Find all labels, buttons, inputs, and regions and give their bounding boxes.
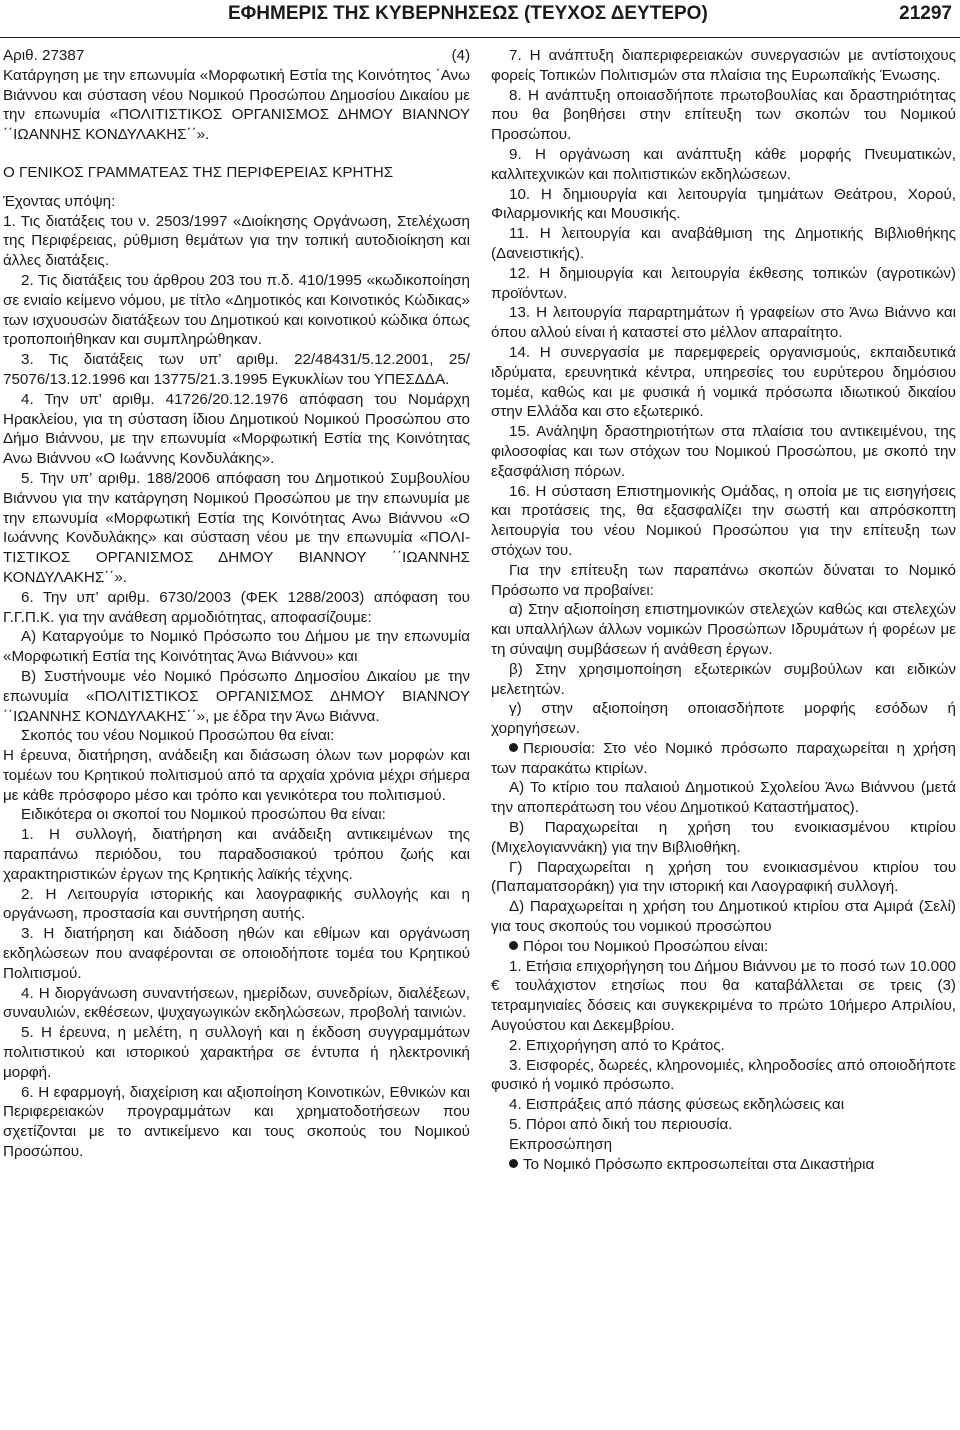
bullet-icon — [509, 743, 518, 752]
paragraph-text: Περιουσία: Στο νέο Νομικό πρόσωπο παραχωρείται η χρήση των παρακάτω κτιρίων. — [491, 739, 956, 777]
bulleted-paragraph — [491, 937, 956, 957]
decision-heading — [3, 46, 470, 66]
paragraph: 3. Εισφορές, δωρεές, κληρονομιές, κληροδοσίες από οποιοδήποτε φυσικό ή νομικό πρόσωπο. — [491, 1056, 956, 1094]
paragraph: 6. Την υπ’ αριθμ. 6730/2003 (ΦΕΚ 1288/2003) απόφαση του Γ.Γ.Π.Κ. για την ανάθεση αρμοδιότητας, αποφασίζουμε: — [3, 588, 470, 626]
paragraph: 14. Η συνεργασία με παρεμφερείς οργανισμούς, εκπαιδευτικά ιδρύματα, ερευνητικά κέντρα, υπηρεσίες του ευρύτερου δημόσιου τομέα, καθώς και με φυσικά ή νομικά πρόσωπα ιδιωτικού δικαίου στην Ελλάδα και στο εξωτερικό. — [491, 343, 956, 421]
page-header — [0, 0, 960, 36]
paragraph: Β) Συστήνουμε νέο Νομικό Πρόσωπο Δημοσίου Δικαίου με την επωνυμία «ΠΟΛΙΤΙΣΤΙΚΟΣ ΟΡΓΑΝΙΣΜΟΣ ΔΗΜΟΥ ΒΙΑΝΝΟΥ ΄΄ΙΩΑΝΝΗΣ ΚΟΝΔΥΛΑΚΗΣ΄΄», με έδρα την Άνω Βιάννα. — [3, 667, 470, 725]
bullet-icon — [509, 1159, 518, 1168]
paragraph: Για την επίτευξη των παραπάνω σκοπών δύναται το Νομικό Πρόσωπο να προβαίνει: — [491, 561, 956, 599]
paragraph: 15. Ανάληψη δραστηριοτήτων στα πλαίσια του αντικειμένου, της φιλοσοφίας και των στόχων του Νομικού Προσώπου, με σκοπό την εξασφάλιση πόρων. — [491, 423, 956, 480]
decision-title: Κατάργηση με την επωνυμία «Μορφωτική Εστία της Κοινότητος ΄Ανω Βιάννου και σύσταση νέου Νομικού Προσώπου Δημοσίου Δικαίου με την επωνυμία «ΠΟΛΙΤΙΣΤΙΚΟΣ ΟΡΓΑΝΙΣΜΟΣ ΔΗΜΟΥ ΒΙΑΝΝΟΥ ΄΄ΙΩΑΝΝΗΣ ΚΟΝΔΥΛΑΚΗΣ΄΄». — [3, 66, 470, 144]
paragraph: 4. Εισπράξεις από πάσης φύσεως εκδηλώσεις και — [509, 1096, 845, 1114]
paragraph: 5. Πόροι από δική του περιουσία. — [509, 1116, 733, 1134]
paragraph: 11. Η λειτουργία και αναβάθμιση της Δημοτικής Βιβλιοθήκης (Δανειστικής). — [491, 225, 956, 262]
paragraph: 6. Η εφαρμογή, διαχείριση και αξιοποίηση Κοινοτικών, Εθνικών και Περιφερειακών προγραμμάτων και χρηματοδοτήσεων που σχετίζονται με το αντικείμενο και τους σκοπούς του Νομικού Προσώπου. — [3, 1083, 470, 1161]
paragraph: 5. Την υπ’ αριθμ. 188/2006 απόφαση του Δημοτικού Συμβουλίου Βιάννου για την κατάργηση Νομικού Προσώπου με την επωνυμία με την επωνυμία «Μορφωτική Εστία της Κοινότητας Ανω Βιάννου «Ο Ιωάννης Κονδυλάκης» και σύσταση νέου με την επωνυμία «ΠΟΛΙΤΙΣΤΙΚΟΣ ΟΡΓΑΝΙΣΜΟΣ ΔΗΜΟΥ ΒΙΑΝΝΟΥ ΄΄ΙΩΑΝΝΗΣ ΚΟΝΔΥΛΑΚΗΣ΄΄». — [3, 469, 470, 586]
bullet-icon — [509, 941, 518, 950]
paragraph: Ειδικότερα οι σκοποί του Νομικού προσώπου θα είναι: — [21, 806, 386, 824]
paragraph-text: Το Νομικό Πρόσωπο εκπροσωπείται στα Δικαστήρια — [523, 1155, 875, 1173]
paragraph: 1. Τις διατάξεις του ν. 2503/1997 «Διοίκησης Οργάνωση, Στελέχωση της Περιφέρειας, ρύθμιση θεμάτων για την τοπική αυτοδιοίκηση και άλλες διατάξεις. — [3, 212, 470, 270]
decision-index: (4) — [451, 47, 470, 64]
paragraph-text: Πόροι του Νομικού Προσώπου είναι: — [523, 937, 769, 955]
paragraph: Γ) Παραχωρείται η χρήση του ενοικιασμένου κτιρίου του (Παπαματσοράκη) για την ιστορική και Λαογραφική συλλογή. — [491, 858, 956, 896]
considering-label: Έχοντας υπόψη: — [3, 192, 116, 210]
header-divider — [0, 37, 960, 38]
paragraph: 8. Η ανάπτυξη οποιασδήποτε πρωτοβουλίας και δραστηριότητας που θα βοηθήσει στην επίτευξη των σκοπών του Νομικού Προσώπου. — [491, 86, 956, 144]
paragraph: α) Στην αξιοποίηση επιστημονικών στελεχών καθώς και στελεχών και υπαλλήλων άλλων νομικών Προσώπων Ιδρυμάτων ή φορέων με τη σύναψη συμβάσεων ή ανάθεση έργων. — [491, 601, 956, 658]
paragraph: 16. Η σύσταση Επιστημονικής Ομάδας, η οποία με τις εισηγήσεις και προτάσεις της, θα εξασφαλίζει την σωστή και απρόσκοπτη λειτουργία του νέου Νομικού Προσώπου για την επίτευξη των στόχων του. — [491, 482, 956, 559]
paragraph: β) Στην χρησιμοποίηση εξωτερικών συμβούλων και ειδικών μελετητών. — [491, 660, 956, 698]
paragraph: 2. Η Λειτουργία ιστορικής και λαογραφικής συλλογής και η οργάνωση, προστασία και συντήρηση αυτής. — [3, 885, 470, 923]
paragraph: 12. Η δημιουργία και λειτουργία έκθεσης τοπικών (αγροτικών) προϊόντων. — [491, 264, 956, 302]
section-label: Εκπροσώπηση — [509, 1135, 613, 1153]
paragraph: 3. Η διατήρηση και διάδοση ηθών και εθίμων και οργάνωση εκδηλώσεων που αναφέρονται σε οποιοδήποτε τομέα του Κρητικού Πολιτισμού. — [3, 925, 470, 982]
paragraph: 7. Η ανάπτυξη διαπεριφερειακών συνεργασιών με αντίστοιχους φορείς Τοπικών Πολιτισμών στα πλαίσια της Ευρωπαϊκής Ένωσης. — [491, 47, 956, 84]
paragraph: Β) Παραχωρείται η χρήση του ενοικιασμένου κτιρίου (Μιχελογιαννάκη) για την Βιβλιοθήκη. — [491, 819, 956, 856]
paragraph: 3. Τις διατάξεις των υπ’ αριθμ. 22/48431/5.12.2001, 25/ 75076/13.12.1996 και 13775/21.3.1995 Εγκυκλίων του ΥΠΕΣΔΔΑ. — [3, 351, 470, 388]
paragraph: Α) Καταργούμε το Νομικό Πρόσωπο του Δήμου με την επωνυμία «Μορφωτική Εστία της Κοινότητας Άνω Βιάννου» και — [3, 628, 470, 666]
paragraph: 4. Την υπ’ αριθμ. 41726/20.12.1976 απόφαση του Νομάρχη Ηρακλείου, για τη σύσταση ίδιου Δημοτικού Νομικού Προσώπου στο Δήμο Βιάννου, με την επωνυμία «Μορφωτική Εστία της Κοινότητας Ανω Βιάννου «Ο Ιωάννης Κονδυλάκης». — [3, 390, 470, 468]
decision-number: Αριθ. 27387 — [3, 47, 85, 64]
paragraph: Α) Το κτίριο του παλαιού Δημοτικού Σχολείου Άνω Βιάννου (μετά την αποπεράτωση του νέου Δημοτικού Καταστήματος). — [491, 779, 956, 817]
paragraph: 4. Η διοργάνωση συναντήσεων, ημερίδων, συνεδρίων, διαλέξεων, συναυλιών, εκθέσεων, ψυχαγωγικών εκδηλώσεων, προβολή ταινιών. — [3, 984, 470, 1022]
paragraph: 5. Η έρευνα, η μελέτη, η συλλογή και η έκδοση συγγραμμάτων πολιτιστικού και ιστορικού χαρακτήρα σε έντυπα ή ηλεκτρονική μορφή. — [3, 1024, 470, 1081]
issuing-authority: Ο ΓΕΝΙΚΟΣ ΓΡΑΜΜΑΤΕΑΣ ΤΗΣ ΠΕΡΙΦΕΡΕΙΑΣ ΚΡΗΤΗΣ — [3, 163, 394, 181]
left-column — [3, 46, 470, 1426]
paragraph: Σκοπός του νέου Νομικού Προσώπου θα είναι: — [21, 727, 335, 745]
page-number: 21297 — [899, 3, 952, 24]
paragraph: 1. Η συλλογή, διατήρηση και ανάδειξη αντικειμένων της παραπάνω περιόδου, του παραδοσιακού τρόπου ζωής και χαρακτηριστικών έργων της Κρητικής λαϊκής τέχνης. — [3, 826, 470, 883]
paragraph: γ) στην αξιοποίηση οποιασδήποτε μορφής εσόδων ή χορηγήσεων. — [491, 700, 956, 738]
paragraph: 2. Επιχορήγηση από το Κράτος. — [509, 1036, 725, 1054]
gazette-title: ΕΦΗΜΕΡΙΣ ΤΗΣ ΚΥΒΕΡΝΗΣΕΩΣ (ΤΕΥΧΟΣ ΔΕΥΤΕΡΟ) — [228, 3, 708, 24]
paragraph: 9. Η οργάνωση και ανάπτυξη κάθε μορφής Πνευματικών, καλλιτεχνικών και πολιτιστικών εκδηλώσεων. — [491, 145, 956, 183]
bulleted-paragraph — [491, 739, 956, 779]
paragraph: 13. Η λειτουργία παραρτημάτων ή γραφείων στο Άνω Βιάννο και όπου αλλού είναι ή καταστεί στο μέλλον απαραίτητο. — [491, 304, 956, 342]
paragraph: 10. Η δημιουργία και λειτουργία τμημάτων Θεάτρου, Χορού, Φιλαρμονικής και Μουσικής. — [491, 185, 956, 223]
right-column — [491, 46, 956, 1426]
paragraph: Δ) Παραχωρείται η χρήση του Δημοτικού κτιρίου στα Αμιρά (Σελί) για τους σκοπούς του νομικού προσώπου — [491, 898, 956, 936]
paragraph: Η έρευνα, διατήρηση, ανάδειξη και διάσωση όλων των μορφών και τομέων του Κρητικού πολιτισμού από τα αρχαία χρόνια μέχρι σήμερα με κάθε πρόσφορο μέσο και τρόπο και γενικότερα του πολιτισμού. — [3, 747, 470, 804]
paragraph: 1. Ετήσια επιχορήγηση του Δήμου Βιάννου με το ποσό των 10.000 € τουλάχιστον ετησίως που θα καταβάλλεται σε τρεις (3) τετραμηνιαίες δόσεις και συγκεκριμένα το πρώτο 10ήμερο Απριλίου, Αυγούστου και Δεκεμβρίου. — [491, 957, 956, 1035]
bulleted-paragraph — [491, 1155, 956, 1175]
paragraph: 2. Τις διατάξεις του άρθρου 203 του π.δ. 410/1995 «κωδικοποίηση σε ενιαίο κείμενο νόμου, με τίτλο «Δημοτικός και Κοινοτικός Κώδικας» των ισχυουσών διατάξεων του Δημοτικού και κοινοτικού κώδικα όπως τροποποιήθηκαν και συμπληρώθηκαν. — [3, 271, 470, 349]
